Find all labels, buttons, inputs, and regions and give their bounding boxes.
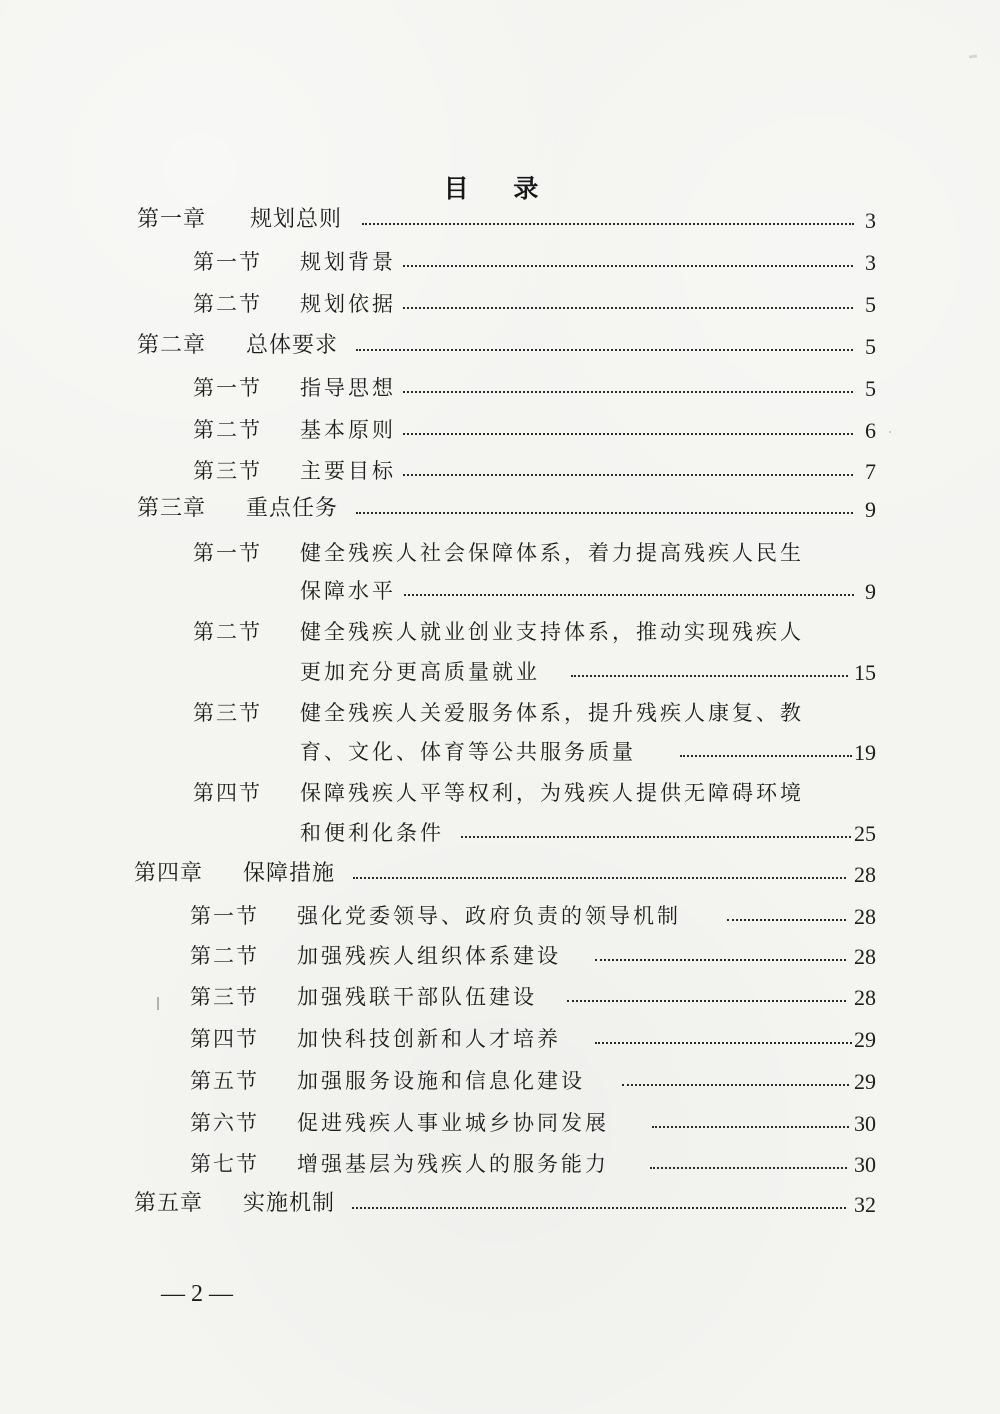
page-number: 19 [854, 740, 876, 765]
chapter-label: 第二章 [137, 333, 207, 358]
toc-line [0, 1066, 1000, 1100]
section-title: 健全残疾人社会保障体系，着力提高残疾人民生 [300, 541, 804, 565]
toc-line [0, 778, 1000, 812]
toc-line [0, 494, 1000, 528]
toc-line [0, 289, 1000, 323]
dot-leader [622, 1084, 849, 1086]
toc-line [0, 538, 1000, 572]
toc-line [0, 373, 1000, 407]
page-number: 28 [854, 904, 876, 929]
dot-leader [356, 512, 853, 514]
dot-leader [362, 223, 854, 225]
dot-leader [595, 959, 846, 961]
toc-line [0, 205, 1000, 239]
dot-leader [403, 307, 853, 309]
dot-leader [352, 1207, 846, 1209]
toc-line [0, 901, 1000, 935]
section-label: 第三节 [193, 701, 262, 725]
section-label: 第七节 [190, 1152, 259, 1176]
page-number: 5 [865, 292, 876, 317]
dot-leader [567, 1000, 846, 1002]
section-title: 规划背景 [300, 250, 396, 274]
toc-line-continuation [0, 737, 1000, 771]
page-number: 5 [865, 376, 876, 401]
section-label: 第四节 [193, 781, 262, 805]
toc-line [0, 1149, 1000, 1183]
toc-line-continuation [0, 818, 1000, 852]
section-label: 第四节 [190, 1027, 259, 1051]
page-number: 29 [854, 1027, 876, 1052]
page-number: 28 [854, 944, 876, 969]
page-number: 9 [865, 497, 876, 522]
page-number: 9 [865, 579, 876, 604]
toc-line [0, 456, 1000, 490]
toc-line [0, 1108, 1000, 1142]
section-title: 加强服务设施和信息化建设 [297, 1069, 585, 1093]
dot-leader [595, 1042, 852, 1044]
chapter-label: 第一章 [137, 207, 207, 232]
dot-leader [650, 1167, 847, 1169]
section-title-continuation: 和便利化条件 [300, 821, 444, 845]
section-title: 保障残疾人平等权利，为残疾人提供无障碍环境 [300, 781, 804, 805]
chapter-label: 第五章 [134, 1191, 204, 1216]
toc-line [0, 247, 1000, 281]
toc-line [0, 1189, 1000, 1223]
page-number: 3 [865, 250, 876, 275]
section-title: 强化党委领导、政府负责的领导机制 [297, 904, 681, 928]
page-number: 6 [865, 418, 876, 443]
section-label: 第一节 [193, 250, 262, 274]
section-title: 主要目标 [300, 459, 396, 483]
page-title: 目 录 [443, 174, 557, 203]
section-title-continuation: 保障水平 [300, 579, 396, 603]
section-title: 基本原则 [300, 418, 396, 442]
section-title: 促进残疾人事业城乡协同发展 [297, 1111, 609, 1135]
chapter-title: 规划总则 [250, 207, 343, 232]
section-title: 健全残疾人就业创业支持体系，推动实现残疾人 [300, 620, 804, 644]
chapter-title: 总体要求 [246, 333, 339, 358]
dot-leader [652, 1126, 849, 1128]
section-label: 第三节 [193, 459, 262, 483]
page-number: 28 [854, 862, 876, 887]
section-title-continuation: 育、文化、体育等公共服务质量 [300, 740, 636, 764]
section-title: 规划依据 [300, 292, 396, 316]
toc-line [0, 859, 1000, 893]
section-label: 第五节 [190, 1069, 259, 1093]
toc-line [0, 1024, 1000, 1058]
section-label: 第三节 [190, 985, 259, 1009]
section-title: 加强残疾人组织体系建设 [297, 944, 561, 968]
toc-line-continuation [0, 657, 1000, 691]
section-label: 第二节 [190, 944, 259, 968]
toc-line [0, 982, 1000, 1016]
toc-line [0, 698, 1000, 732]
page-number: 7 [865, 459, 876, 484]
section-title-continuation: 更加充分更高质量就业 [300, 660, 540, 684]
page-number: 5 [865, 334, 876, 359]
section-title: 健全残疾人关爱服务体系，提升残疾人康复、教 [300, 701, 804, 725]
toc-line [0, 941, 1000, 975]
chapter-label: 第三章 [137, 496, 207, 521]
chapter-label: 第四章 [134, 861, 204, 886]
section-label: 第一节 [193, 376, 262, 400]
chapter-title: 重点任务 [246, 496, 339, 521]
section-label: 第二节 [193, 418, 262, 442]
dot-leader [404, 594, 854, 596]
footer-page-number: — 2 — [161, 1281, 233, 1307]
section-title: 增强基层为残疾人的服务能力 [297, 1152, 609, 1176]
page-number: 15 [854, 660, 876, 685]
dot-leader [353, 877, 846, 879]
dot-leader [571, 675, 848, 677]
section-title: 加快科技创新和人才培养 [297, 1027, 561, 1051]
chapter-title: 保障措施 [243, 861, 336, 886]
toc-line [0, 415, 1000, 449]
page-number: 29 [854, 1069, 876, 1094]
dot-leader [461, 836, 851, 838]
dot-leader [403, 265, 853, 267]
section-title: 指导思想 [300, 376, 396, 400]
page-number: 30 [854, 1111, 876, 1136]
section-label: 第一节 [190, 904, 259, 928]
page-number: 32 [854, 1192, 876, 1217]
toc-line-continuation [0, 576, 1000, 610]
section-label: 第二节 [193, 620, 262, 644]
dot-leader [727, 919, 846, 921]
section-title: 加强残联干部队伍建设 [297, 985, 537, 1009]
section-label: 第二节 [193, 292, 262, 316]
dot-leader [403, 391, 853, 393]
scan-dot [889, 431, 891, 433]
page-number: 3 [865, 208, 876, 233]
scan-mark [157, 997, 159, 1010]
dot-leader [356, 349, 853, 351]
page-number: 30 [854, 1152, 876, 1177]
toc-line [0, 617, 1000, 651]
dot-leader [403, 474, 853, 476]
chapter-title: 实施机制 [243, 1191, 336, 1216]
dot-leader [403, 433, 853, 435]
page-number: 28 [854, 985, 876, 1010]
dot-leader [680, 755, 852, 757]
toc-line [0, 331, 1000, 365]
section-label: 第六节 [190, 1111, 259, 1135]
page-number: 25 [854, 821, 876, 846]
section-label: 第一节 [193, 541, 262, 565]
